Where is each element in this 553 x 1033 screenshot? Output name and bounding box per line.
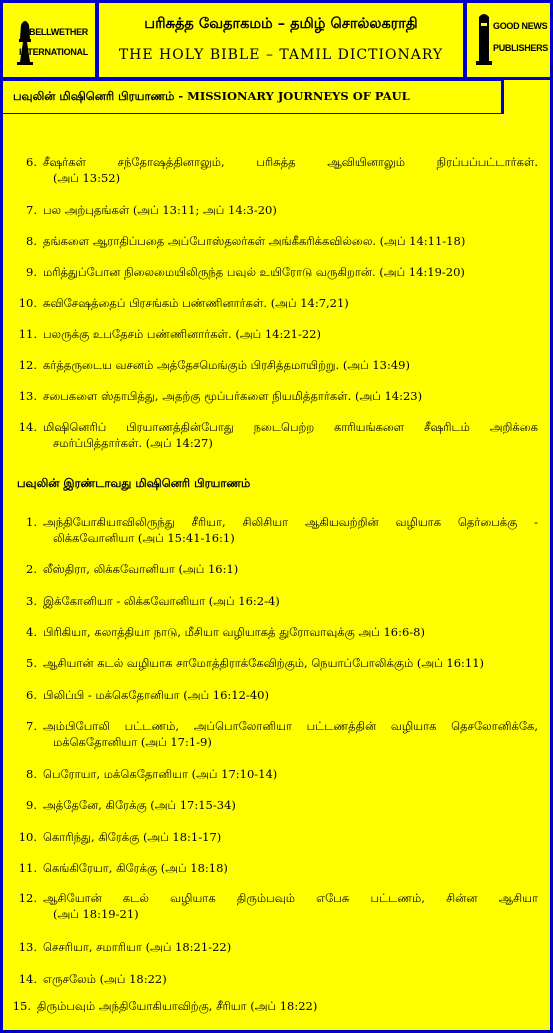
section-title: பவுலின் மிஷினெரி பிரயாணம் - MISSIONARY JOURNEYS OF PAUL bbox=[13, 89, 410, 103]
list-number: 2. bbox=[26, 562, 37, 576]
list-number: 12. bbox=[18, 358, 37, 372]
list-number: 13. bbox=[18, 940, 37, 954]
right-logo-line-2: PUBLISHERS bbox=[493, 43, 549, 53]
second-journey-heading: பவுலின் இரண்டாவது மிஷினெரி பிரயாணம் bbox=[17, 476, 251, 490]
list-number: 10. bbox=[18, 296, 37, 310]
list-text-cont: (அப் 18:19-21) bbox=[53, 907, 139, 921]
list-number: 1. bbox=[26, 515, 37, 529]
list-number: 12. bbox=[18, 891, 37, 905]
list-number: 6. bbox=[26, 688, 37, 702]
list-text: ஆசியோன் கடல் வழியாக திரும்பவும் எபேசு பட்டணம், சின்ன ஆசியா bbox=[43, 891, 538, 905]
list-text: தங்களை ஆராதிப்பதை அப்போஸ்தலர்கள் அங்கீகரிக்கவில்லை. (அப் 14:11-18) bbox=[43, 234, 466, 248]
list-number: 15. bbox=[12, 999, 31, 1013]
title-english: THE HOLY BIBLE – TAMIL DICTIONARY bbox=[118, 47, 444, 63]
bellwether-logo-icon bbox=[3, 3, 95, 77]
list-text: கெங்கிரேயா, கிரேக்கு (அப் 18:18) bbox=[43, 861, 228, 875]
content-box bbox=[0, 114, 553, 1033]
list-text: பிலிப்பி - மக்கெதோனியா (அப் 16:12-40) bbox=[43, 688, 269, 702]
list-text: அம்பிபோலி பட்டணம், அப்பொலோனியா பட்டணத்தின் வழியாக தெசலோனிக்கே, bbox=[43, 719, 538, 733]
list-text: கர்த்தருடைய வசனம் அத்தேசமெங்கும் பிரசித்தமாயிற்று. (அப் 13:49) bbox=[43, 358, 410, 372]
list-text: பிரிகியா, கலாத்தியா நாடு, மீசியா வழியாகத் துரோவாவுக்கு அப் 16:6-8) bbox=[43, 625, 425, 639]
list-text: மரித்துப்போன நிலைமையிலிருந்த பவுல் உயிரோடு வருகிறான். (அப் 14:19-20) bbox=[43, 265, 465, 279]
left-logo-line-2: INTERNATIONAL bbox=[19, 47, 88, 57]
list-text: மிஷினெரிப் பிரயாணத்தின்போது நடைபெற்ற காரியங்களை சீஷரிடம் அறிக்கை bbox=[43, 420, 538, 434]
list-number: 5. bbox=[26, 656, 37, 670]
list-number: 14. bbox=[18, 972, 37, 986]
good-news-logo-box bbox=[464, 0, 553, 80]
list-number: 7. bbox=[26, 719, 37, 733]
list-number: 9. bbox=[26, 798, 37, 812]
list-text: கொரிந்து, கிரேக்கு (அப் 18:1-17) bbox=[43, 830, 222, 844]
list-number: 8. bbox=[26, 767, 37, 781]
list-number: 6. bbox=[26, 155, 37, 169]
list-number: 13. bbox=[18, 389, 37, 403]
list-text: பல அற்புதங்கள் (அப் 13:11; அப் 14:3-20) bbox=[43, 203, 277, 217]
list-text: ஆசியான் கடல் வழியாக சாமோத்திராக்கேவிற்கும், நெயாப்போலிக்கும் (அப் 16:11) bbox=[43, 656, 485, 670]
good-news-logo-icon bbox=[467, 3, 550, 77]
left-logo-line-1: BELLWETHER bbox=[29, 27, 88, 37]
list-number: 4. bbox=[26, 625, 37, 639]
list-text: அத்தேனே, கிரேக்கு (அப் 17:15-34) bbox=[43, 798, 236, 812]
list-number: 11. bbox=[18, 327, 37, 341]
list-text-cont: லிக்கவோனியா (அப் 15:41-16:1) bbox=[53, 531, 235, 545]
list-text-cont: சமர்ப்பித்தார்கள். (அப் 14:27) bbox=[53, 436, 213, 450]
list-text-cont: மக்கெதோனியா (அப் 17:1-9) bbox=[53, 735, 212, 749]
list-number: 7. bbox=[26, 203, 37, 217]
list-number: 9. bbox=[26, 265, 37, 279]
bellwether-logo-box bbox=[0, 0, 98, 80]
title-tamil: பரிசுத்த வேதாகமம் – தமிழ் சொல்லகராதி bbox=[144, 15, 418, 32]
list-number: 3. bbox=[26, 594, 37, 608]
list-text: எருசலேம் (அப் 18:22) bbox=[43, 972, 167, 986]
list-number: 10. bbox=[18, 830, 37, 844]
list-text: லீஸ்திரா, லிக்கவோனியா (அப் 16:1) bbox=[43, 562, 239, 576]
list-text: செசரியா, சமாரியா (அப் 18:21-22) bbox=[43, 940, 232, 954]
list-text: சபைகளை ஸ்தாபித்து, அதற்கு மூப்பர்களை நியமித்தார்கள். (அப் 14:23) bbox=[43, 389, 423, 403]
title-box bbox=[96, 0, 466, 80]
list-number: 14. bbox=[18, 420, 37, 434]
list-text: இக்கோனியா - லிக்கவோனியா (அப் 16:2-4) bbox=[43, 594, 280, 608]
list-number: 11. bbox=[18, 861, 37, 875]
right-logo-line-1: GOOD NEWS bbox=[493, 21, 548, 31]
list-text: பெரோயா, மக்கெதோனியா (அப் 17:10-14) bbox=[43, 767, 278, 781]
list-text-cont: (அப் 13:52) bbox=[53, 171, 121, 185]
list-text: சுவிசேஷத்தைப் பிரசங்கம் பண்ணினார்கள். (அப் 14:7,21) bbox=[43, 296, 349, 310]
list-text: பலருக்கு உபதேசம் பண்ணினார்கள். (அப் 14:21-22) bbox=[43, 327, 321, 341]
list-text: அந்தியோகியாவிலிருந்து சீரியா, சிலிசியா ஆகியவற்றின் வழியாக தெர்பைக்கு - bbox=[43, 515, 538, 529]
list-text: சீஷர்கள் சந்தோஷத்தினாலும், பரிசுத்த ஆவியினாலும் நிரப்பப்பட்டார்கள். bbox=[43, 155, 538, 169]
list-text: திரும்பவும் அந்தியோகியாவிற்கு, சீரியா (அப் 18:22) bbox=[37, 999, 318, 1013]
section-title-box bbox=[0, 78, 504, 116]
list-number: 8. bbox=[26, 234, 37, 248]
